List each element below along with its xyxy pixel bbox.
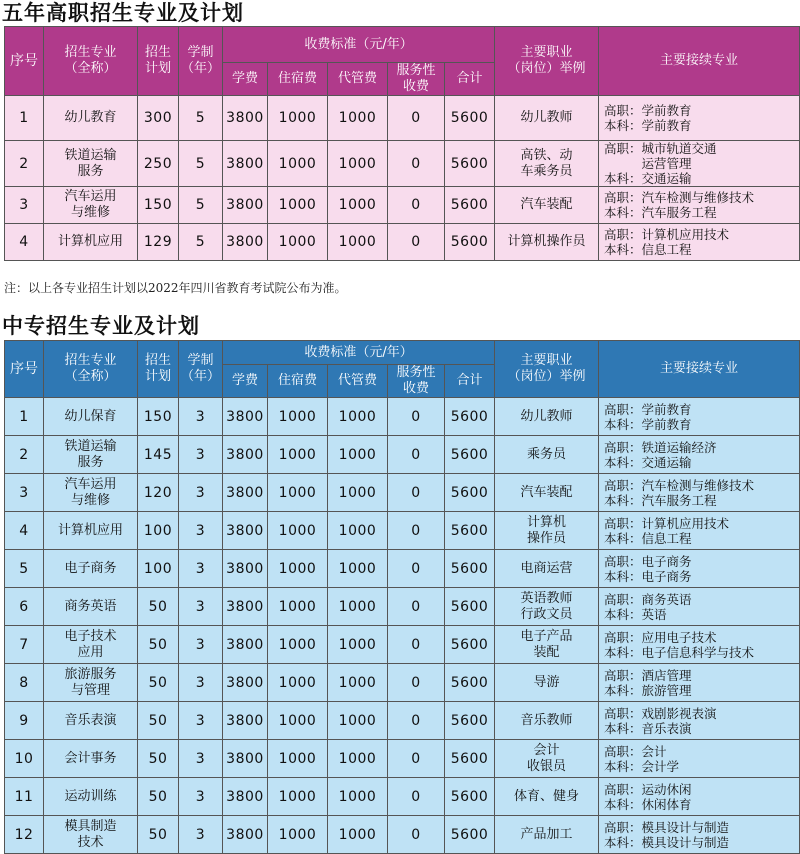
table-row <box>5 702 800 740</box>
cell-continue: 高职：模具设计与制造 本科：模具设计与制造 <box>599 816 800 854</box>
cell-continue: 高职：计算机应用技术 本科：信息工程 <box>599 224 800 261</box>
cell-tuition: 3800 <box>223 626 268 664</box>
cell-service: 0 <box>388 224 445 261</box>
header-dorm: 住宿费 <box>268 63 328 96</box>
cell-total: 5600 <box>445 664 495 702</box>
cell-job: 汽车装配 <box>495 474 599 512</box>
cell-job: 电商运营 <box>495 550 599 588</box>
cell-major: 商务英语 <box>44 588 138 626</box>
cell-continue: 高职：会计 本科：会计学 <box>599 740 800 778</box>
cell-agency: 1000 <box>328 141 388 187</box>
cell-service: 0 <box>388 436 445 474</box>
table-row <box>5 740 800 778</box>
cell-plan: 150 <box>138 187 179 224</box>
cell-years: 3 <box>179 588 223 626</box>
cell-agency: 1000 <box>328 626 388 664</box>
cell-agency: 1000 <box>328 512 388 550</box>
cell-seq: 4 <box>5 224 44 261</box>
cell-tuition: 3800 <box>223 436 268 474</box>
cell-major: 旅游服务 与管理 <box>44 664 138 702</box>
table-row <box>5 816 800 854</box>
cell-agency: 1000 <box>328 224 388 261</box>
cell-major: 电子技术 应用 <box>44 626 138 664</box>
cell-job: 乘务员 <box>495 436 599 474</box>
cell-service: 0 <box>388 778 445 816</box>
cell-tuition: 3800 <box>223 187 268 224</box>
cell-agency: 1000 <box>328 816 388 854</box>
cell-total: 5600 <box>445 141 495 187</box>
section1-title: 五年高职招生专业及计划 <box>2 1 244 25</box>
cell-plan: 120 <box>138 474 179 512</box>
cell-tuition: 3800 <box>223 664 268 702</box>
header-fee-group: 收费标准（元/年） <box>223 341 495 365</box>
cell-total: 5600 <box>445 224 495 261</box>
cell-continue: 高职：应用电子技术 本科：电子信息科学与技术 <box>599 626 800 664</box>
cell-seq: 6 <box>5 588 44 626</box>
cell-job: 体育、健身 <box>495 778 599 816</box>
cell-service: 0 <box>388 398 445 436</box>
cell-job: 导游 <box>495 664 599 702</box>
cell-total: 5600 <box>445 626 495 664</box>
cell-seq: 10 <box>5 740 44 778</box>
cell-job: 音乐教师 <box>495 702 599 740</box>
cell-plan: 50 <box>138 740 179 778</box>
cell-years: 3 <box>179 436 223 474</box>
cell-dorm: 1000 <box>268 141 328 187</box>
cell-dorm: 1000 <box>268 398 328 436</box>
cell-major: 汽车运用 与维修 <box>44 474 138 512</box>
cell-agency: 1000 <box>328 588 388 626</box>
table-row <box>5 550 800 588</box>
cell-major: 会计事务 <box>44 740 138 778</box>
cell-dorm: 1000 <box>268 512 328 550</box>
cell-plan: 300 <box>138 96 179 141</box>
cell-continue: 高职：城市轨道交通 运营管理 本科：交通运输 <box>599 141 800 187</box>
header-tuition: 学费 <box>223 63 268 96</box>
header-continue: 主要接续专业 <box>599 341 800 398</box>
cell-major: 计算机应用 <box>44 512 138 550</box>
header-service: 服务性 收费 <box>388 63 445 96</box>
cell-job: 会计 收银员 <box>495 740 599 778</box>
cell-dorm: 1000 <box>268 702 328 740</box>
cell-dorm: 1000 <box>268 778 328 816</box>
cell-seq: 11 <box>5 778 44 816</box>
section2-title: 中专招生专业及计划 <box>2 314 200 338</box>
cell-major: 汽车运用 与维修 <box>44 187 138 224</box>
cell-dorm: 1000 <box>268 550 328 588</box>
header-total: 合计 <box>445 63 495 96</box>
cell-tuition: 3800 <box>223 224 268 261</box>
cell-dorm: 1000 <box>268 96 328 141</box>
five-year-plan-table <box>4 26 800 261</box>
cell-plan: 50 <box>138 588 179 626</box>
cell-service: 0 <box>388 816 445 854</box>
cell-years: 3 <box>179 550 223 588</box>
header-fee-group: 收费标准（元/年） <box>223 27 495 63</box>
cell-years: 5 <box>179 187 223 224</box>
cell-service: 0 <box>388 626 445 664</box>
cell-agency: 1000 <box>328 740 388 778</box>
table-row <box>5 778 800 816</box>
cell-job: 英语教师 行政文员 <box>495 588 599 626</box>
cell-dorm: 1000 <box>268 474 328 512</box>
cell-plan: 250 <box>138 141 179 187</box>
cell-continue: 高职：汽车检测与维修技术 本科：汽车服务工程 <box>599 187 800 224</box>
cell-tuition: 3800 <box>223 778 268 816</box>
section1-note: 注：以上各专业招生计划以2022年四川省教育考试院公布为准。 <box>4 281 347 295</box>
cell-major: 电子商务 <box>44 550 138 588</box>
cell-continue: 高职：电子商务 本科：电子商务 <box>599 550 800 588</box>
cell-years: 5 <box>179 224 223 261</box>
table-row <box>5 141 800 187</box>
cell-tuition: 3800 <box>223 550 268 588</box>
cell-agency: 1000 <box>328 474 388 512</box>
cell-years: 3 <box>179 398 223 436</box>
cell-service: 0 <box>388 96 445 141</box>
table-row <box>5 187 800 224</box>
header-agency: 代管费 <box>328 63 388 96</box>
cell-total: 5600 <box>445 588 495 626</box>
cell-job: 高铁、动 车乘务员 <box>495 141 599 187</box>
cell-seq: 3 <box>5 187 44 224</box>
cell-years: 3 <box>179 816 223 854</box>
cell-tuition: 3800 <box>223 702 268 740</box>
cell-service: 0 <box>388 550 445 588</box>
cell-agency: 1000 <box>328 550 388 588</box>
cell-job: 幼儿教师 <box>495 398 599 436</box>
cell-dorm: 1000 <box>268 664 328 702</box>
header-seq: 序号 <box>5 341 44 398</box>
header-tuition: 学费 <box>223 365 268 398</box>
cell-plan: 50 <box>138 664 179 702</box>
cell-plan: 50 <box>138 626 179 664</box>
header-seq: 序号 <box>5 27 44 96</box>
header-major: 招生专业 （全称） <box>44 27 138 96</box>
cell-total: 5600 <box>445 474 495 512</box>
cell-major: 模具制造 技术 <box>44 816 138 854</box>
cell-tuition: 3800 <box>223 398 268 436</box>
table-row <box>5 512 800 550</box>
table-row <box>5 436 800 474</box>
cell-continue: 高职：学前教育 本科：学前教育 <box>599 398 800 436</box>
cell-continue: 高职：酒店管理 本科：旅游管理 <box>599 664 800 702</box>
cell-job: 幼儿教师 <box>495 96 599 141</box>
cell-agency: 1000 <box>328 702 388 740</box>
cell-dorm: 1000 <box>268 588 328 626</box>
cell-agency: 1000 <box>328 187 388 224</box>
cell-service: 0 <box>388 664 445 702</box>
cell-total: 5600 <box>445 702 495 740</box>
cell-plan: 50 <box>138 778 179 816</box>
cell-agency: 1000 <box>328 778 388 816</box>
table-row <box>5 626 800 664</box>
cell-tuition: 3800 <box>223 588 268 626</box>
cell-job: 电子产品 装配 <box>495 626 599 664</box>
cell-service: 0 <box>388 474 445 512</box>
cell-dorm: 1000 <box>268 436 328 474</box>
cell-plan: 100 <box>138 512 179 550</box>
secondary-plan-table <box>4 340 800 854</box>
cell-agency: 1000 <box>328 96 388 141</box>
cell-tuition: 3800 <box>223 816 268 854</box>
cell-total: 5600 <box>445 778 495 816</box>
cell-continue: 高职：戏剧影视表演 本科：音乐表演 <box>599 702 800 740</box>
cell-job: 汽车装配 <box>495 187 599 224</box>
cell-tuition: 3800 <box>223 96 268 141</box>
cell-years: 3 <box>179 512 223 550</box>
cell-seq: 1 <box>5 398 44 436</box>
header-years: 学制 （年） <box>179 27 223 96</box>
cell-plan: 100 <box>138 550 179 588</box>
header-plan: 招生 计划 <box>138 341 179 398</box>
header-dorm: 住宿费 <box>268 365 328 398</box>
cell-plan: 50 <box>138 816 179 854</box>
cell-total: 5600 <box>445 740 495 778</box>
cell-plan: 150 <box>138 398 179 436</box>
cell-agency: 1000 <box>328 664 388 702</box>
cell-major: 幼儿保育 <box>44 398 138 436</box>
cell-major: 铁道运输 服务 <box>44 141 138 187</box>
cell-total: 5600 <box>445 436 495 474</box>
cell-plan: 50 <box>138 702 179 740</box>
cell-major: 运动训练 <box>44 778 138 816</box>
cell-seq: 12 <box>5 816 44 854</box>
table-row <box>5 588 800 626</box>
table-row <box>5 664 800 702</box>
header-service: 服务性 收费 <box>388 365 445 398</box>
cell-total: 5600 <box>445 398 495 436</box>
cell-service: 0 <box>388 702 445 740</box>
cell-seq: 5 <box>5 550 44 588</box>
cell-continue: 高职：商务英语 本科：英语 <box>599 588 800 626</box>
cell-continue: 高职：汽车检测与维修技术 本科：汽车服务工程 <box>599 474 800 512</box>
cell-total: 5600 <box>445 96 495 141</box>
cell-dorm: 1000 <box>268 187 328 224</box>
cell-job: 计算机操作员 <box>495 224 599 261</box>
cell-years: 3 <box>179 778 223 816</box>
table-row <box>5 224 800 261</box>
cell-dorm: 1000 <box>268 224 328 261</box>
cell-service: 0 <box>388 187 445 224</box>
cell-years: 3 <box>179 474 223 512</box>
cell-years: 5 <box>179 141 223 187</box>
table-row <box>5 474 800 512</box>
header-agency: 代管费 <box>328 365 388 398</box>
cell-continue: 高职：学前教育 本科：学前教育 <box>599 96 800 141</box>
cell-total: 5600 <box>445 816 495 854</box>
header-years: 学制 （年） <box>179 341 223 398</box>
cell-seq: 4 <box>5 512 44 550</box>
header-job: 主要职业 （岗位）举例 <box>495 27 599 96</box>
cell-years: 3 <box>179 626 223 664</box>
cell-service: 0 <box>388 740 445 778</box>
cell-agency: 1000 <box>328 436 388 474</box>
cell-plan: 145 <box>138 436 179 474</box>
cell-continue: 高职：铁道运输经济 本科：交通运输 <box>599 436 800 474</box>
cell-seq: 9 <box>5 702 44 740</box>
cell-seq: 3 <box>5 474 44 512</box>
cell-major: 计算机应用 <box>44 224 138 261</box>
table-row <box>5 398 800 436</box>
cell-seq: 1 <box>5 96 44 141</box>
header-job: 主要职业 （岗位）举例 <box>495 341 599 398</box>
header-major: 招生专业 （全称） <box>44 341 138 398</box>
cell-tuition: 3800 <box>223 512 268 550</box>
cell-tuition: 3800 <box>223 740 268 778</box>
cell-seq: 7 <box>5 626 44 664</box>
cell-tuition: 3800 <box>223 141 268 187</box>
cell-continue: 高职：运动休闲 本科：休闲体育 <box>599 778 800 816</box>
cell-total: 5600 <box>445 550 495 588</box>
table-row <box>5 96 800 141</box>
cell-years: 3 <box>179 740 223 778</box>
cell-years: 5 <box>179 96 223 141</box>
cell-total: 5600 <box>445 187 495 224</box>
cell-plan: 129 <box>138 224 179 261</box>
cell-seq: 8 <box>5 664 44 702</box>
cell-major: 铁道运输 服务 <box>44 436 138 474</box>
cell-job: 产品加工 <box>495 816 599 854</box>
cell-seq: 2 <box>5 141 44 187</box>
cell-years: 3 <box>179 664 223 702</box>
cell-dorm: 1000 <box>268 626 328 664</box>
header-continue: 主要接续专业 <box>599 27 800 96</box>
cell-major: 音乐表演 <box>44 702 138 740</box>
cell-continue: 高职：计算机应用技术 本科：信息工程 <box>599 512 800 550</box>
header-total: 合计 <box>445 365 495 398</box>
cell-total: 5600 <box>445 512 495 550</box>
header-plan: 招生 计划 <box>138 27 179 96</box>
cell-job: 计算机 操作员 <box>495 512 599 550</box>
cell-seq: 2 <box>5 436 44 474</box>
cell-service: 0 <box>388 141 445 187</box>
cell-years: 3 <box>179 702 223 740</box>
cell-dorm: 1000 <box>268 740 328 778</box>
cell-service: 0 <box>388 512 445 550</box>
cell-agency: 1000 <box>328 398 388 436</box>
cell-dorm: 1000 <box>268 816 328 854</box>
cell-major: 幼儿教育 <box>44 96 138 141</box>
cell-service: 0 <box>388 588 445 626</box>
cell-tuition: 3800 <box>223 474 268 512</box>
